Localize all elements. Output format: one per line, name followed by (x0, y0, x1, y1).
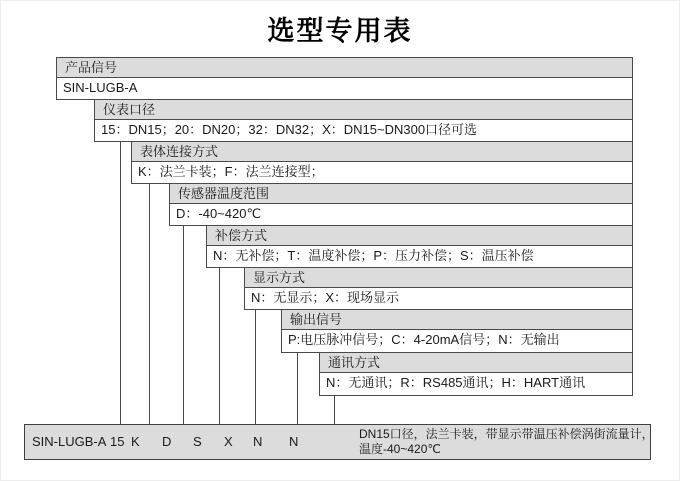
option-block-display (244, 267, 633, 310)
code-output: N (253, 434, 263, 449)
option-block-compensation (206, 225, 633, 268)
connector-line (219, 267, 220, 424)
code-compensation: S (193, 434, 202, 449)
option-block-temperature-range (169, 183, 633, 226)
option-block-header: 产品信号 (57, 58, 632, 78)
example-description (359, 427, 654, 457)
option-block-content: K：法兰卡装；F：法兰连接型； (132, 162, 632, 182)
option-block-communication (319, 352, 633, 396)
connector-line (149, 183, 150, 424)
connector-line (120, 141, 121, 424)
connector-line (334, 395, 335, 424)
example-description-line2: 温度-40~420℃ (359, 442, 441, 456)
option-block-content: P:电压脉冲信号；C：4-20mA信号；N：无输出 (282, 330, 632, 350)
connector-line (183, 225, 184, 424)
page-title: 选型专用表 (267, 16, 413, 46)
option-block-content: N：无补偿；T：温度补偿；P：压力补偿；S：温压补偿 (207, 246, 632, 266)
option-block-header: 补偿方式 (207, 226, 632, 246)
option-block-content: SIN-LUGB-A (57, 78, 632, 98)
code-connection: K (131, 434, 140, 449)
connector-line (297, 352, 298, 424)
option-block-content: D：-40~420℃ (170, 204, 632, 224)
option-block-header: 输出信号 (282, 310, 632, 330)
code-diameter: 15 (110, 434, 125, 449)
option-block-header: 表体连接方式 (132, 142, 632, 162)
code-product: SIN-LUGB-A (32, 434, 107, 449)
option-block-content: 15：DN15；20：DN20；32：DN32；X：DN15~DN300口径可选 (95, 120, 632, 140)
option-block-header: 仪表口径 (95, 100, 632, 120)
option-block-output-signal (281, 309, 633, 353)
option-block-content: N：无显示；X：现场显示 (245, 288, 632, 308)
option-block-header: 通讯方式 (320, 353, 632, 373)
option-block-diameter (94, 99, 633, 142)
option-block-header: 显示方式 (245, 268, 632, 288)
code-communication: N (289, 434, 299, 449)
code-display: X (224, 434, 233, 449)
example-description-line1: DN15口径，法兰卡装，带显示带温压补偿涡街流量计， (359, 427, 654, 441)
option-block-connection (131, 141, 633, 184)
option-block-product-signal (56, 57, 633, 100)
option-block-content: N：无通讯；R：RS485通讯；H：HART通讯 (320, 373, 632, 393)
summary-bar (24, 424, 654, 460)
code-temperature: D (162, 434, 172, 449)
connector-line (255, 309, 256, 424)
option-block-header: 传感器温度范围 (170, 184, 632, 204)
